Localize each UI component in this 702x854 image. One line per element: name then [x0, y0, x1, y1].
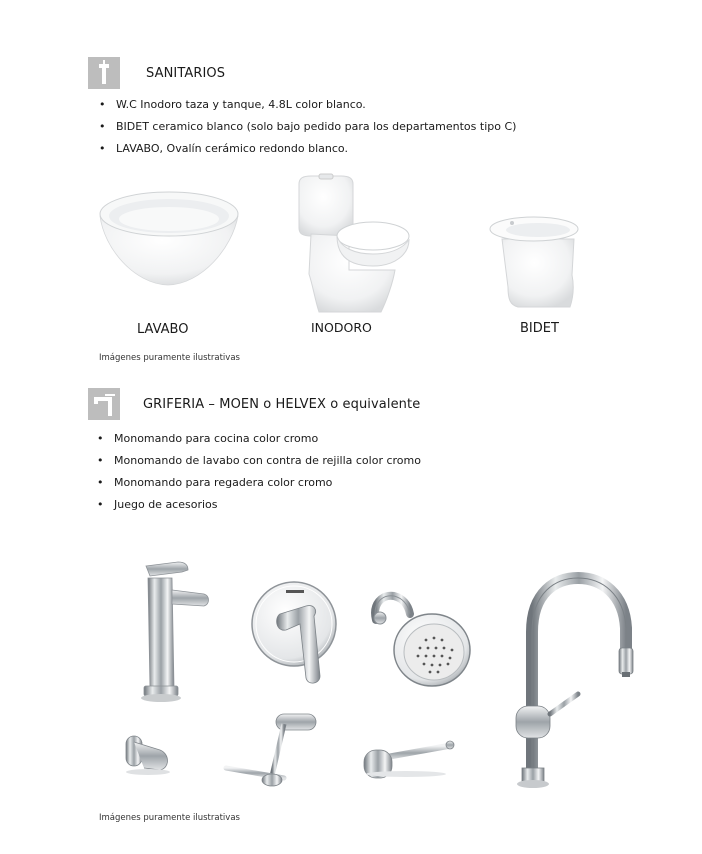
- towel-bar-image: [222, 710, 326, 792]
- faucet-icon: [88, 388, 120, 420]
- list-item: • Monomando para cocina color cromo: [95, 432, 421, 454]
- disclaimer-note: Imágenes puramente ilustrativas: [99, 813, 240, 823]
- shower-valve-image: [246, 580, 346, 690]
- lavabo-image: [96, 190, 242, 290]
- sink-icon: [88, 57, 120, 89]
- caption-inodoro: INODORO: [311, 320, 372, 335]
- griferia-list: [95, 432, 421, 520]
- shower-head-image: [368, 588, 476, 692]
- list-item: • W.C Inodoro taza y tanque, 4.8L color blanco.: [97, 98, 516, 120]
- list-item: • Monomando de lavabo con contra de rejilla color cromo: [95, 454, 421, 476]
- list-item: • Monomando para regadera color cromo: [95, 476, 421, 498]
- list-item: • BIDET ceramico blanco (solo bajo pedido para los departamentos tipo C): [97, 120, 516, 142]
- basin-faucet-image: [138, 560, 214, 706]
- list-item: • LAVABO, Ovalín cerámico redondo blanco.: [97, 142, 516, 164]
- list-item: • Juego de acesorios: [95, 498, 421, 520]
- section-title-sanitarios: SANITARIOS: [146, 66, 226, 81]
- bidet-image: [488, 215, 580, 311]
- kitchen-faucet-image: [506, 572, 640, 796]
- section-title-griferia: GRIFERIA – MOEN o HELVEX o equivalente: [143, 397, 421, 412]
- robe-hook-image: [122, 732, 174, 778]
- caption-lavabo: LAVABO: [137, 322, 189, 337]
- sanitarios-list: [97, 98, 516, 164]
- disclaimer-note: Imágenes puramente ilustrativas: [99, 353, 240, 363]
- paper-holder-image: [362, 738, 458, 784]
- inodoro-image: [289, 174, 411, 316]
- caption-bidet: BIDET: [520, 321, 559, 336]
